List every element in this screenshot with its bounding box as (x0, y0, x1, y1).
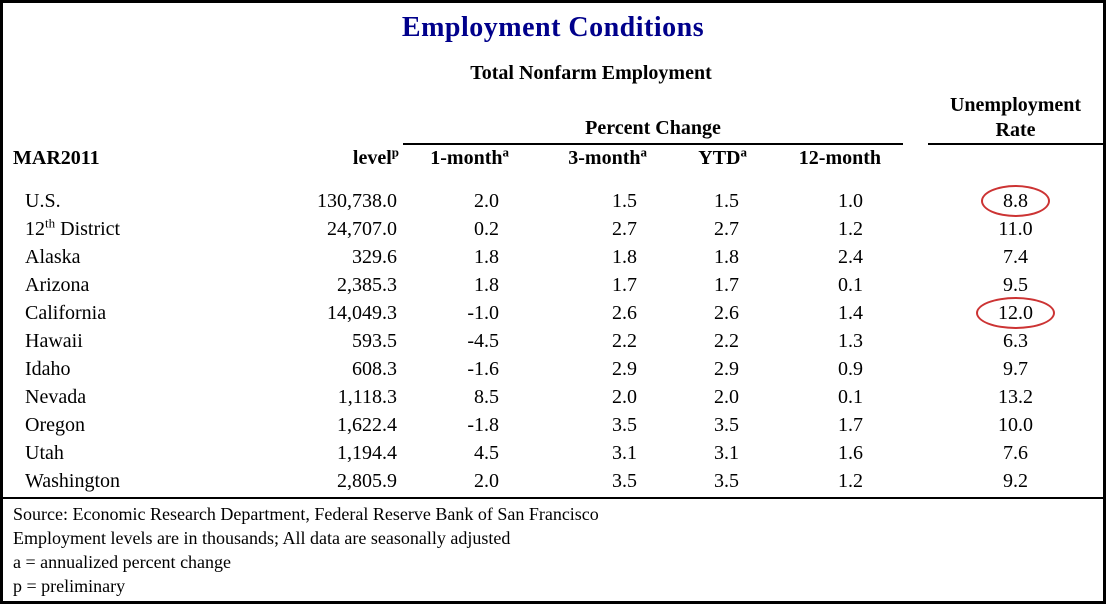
footnote-a: a = annualized percent change (13, 552, 232, 572)
three-month-cell: 2.9 (612, 358, 637, 380)
level-cell: 14,049.3 (327, 302, 397, 324)
twelve-month-cell: 1.3 (838, 330, 864, 352)
page-title: Employment Conditions (401, 12, 705, 43)
three-month-cell: 3.1 (612, 442, 637, 464)
unemployment-rate-cell (928, 243, 1103, 271)
one-month-column-header (403, 144, 515, 174)
ytd-column-header (655, 144, 755, 174)
row-label-cell (3, 355, 243, 383)
three-month-cell: 1.7 (612, 274, 637, 296)
table-row (3, 355, 1103, 383)
gap-cell (903, 271, 928, 299)
twelve-month-cell: 1.4 (838, 302, 864, 324)
group-header-spacer (903, 86, 928, 144)
twelve-month-column-header: 12-month (798, 147, 882, 169)
row-label: Washington (25, 470, 121, 492)
three-month-column-header (515, 144, 655, 174)
level-cell: 608.3 (352, 358, 397, 380)
row-label: California (25, 302, 107, 324)
one-month-cell: -1.8 (467, 414, 499, 436)
twelve-month-cell: 1.7 (838, 414, 864, 436)
unemployment-rate-cell (928, 299, 1103, 327)
level-cell: 1,622.4 (337, 414, 397, 436)
unemployment-rate-label-line1: Unemployment (949, 94, 1082, 116)
gap-cell (903, 411, 928, 439)
row-label: Oregon (25, 414, 85, 436)
unemployment-rate-value: 9.2 (1003, 470, 1029, 492)
twelve-month-cell: 1.2 (838, 218, 864, 240)
ytd-cell: 3.5 (714, 414, 739, 436)
column-header-row (3, 144, 1103, 174)
ytd-header-footnote-mark: a (740, 144, 747, 160)
employment-table (3, 86, 1103, 495)
footnote-p: p = preliminary (13, 576, 126, 596)
ytd-cell: 2.6 (714, 302, 739, 324)
ytd-cell: 3.5 (714, 470, 739, 492)
unemployment-rate-value: 9.7 (1003, 358, 1029, 380)
one-month-cell: -4.5 (467, 330, 499, 352)
gap-cell (903, 439, 928, 467)
one-month-cell: 2.0 (474, 190, 499, 212)
twelve-month-cell: 1.2 (838, 470, 864, 492)
unemployment-rate-value: 7.6 (1003, 442, 1029, 464)
level-cell: 2,805.9 (337, 470, 397, 492)
unemployment-rate-value: 12.0 (976, 297, 1055, 329)
row-label: Utah (25, 442, 64, 464)
twelve-month-cell: 0.1 (838, 386, 864, 408)
gap-cell (903, 467, 928, 495)
unemployment-rate-cell (928, 174, 1103, 215)
table-head (3, 86, 1103, 174)
row-label: Idaho (25, 358, 71, 380)
unemployment-rate-value: 10.0 (998, 414, 1034, 436)
gap-cell (903, 243, 928, 271)
footnotes (3, 499, 1103, 598)
unemployment-rate-label-line2: Rate (995, 119, 1036, 141)
period-header: MAR2011 (13, 147, 100, 169)
row-label-cell (3, 467, 243, 495)
three-month-cell: 2.0 (612, 386, 637, 408)
twelve-month-cell: 1.0 (838, 190, 864, 212)
level-header-text: level (352, 147, 392, 169)
column-header-spacer (928, 144, 1103, 174)
unemployment-rate-cell (928, 439, 1103, 467)
one-month-cell: -1.0 (467, 302, 499, 324)
row-label: 12 (25, 218, 45, 240)
group-header-row (3, 86, 1103, 144)
gap-cell (903, 174, 928, 215)
three-month-cell: 2.2 (612, 330, 637, 352)
three-month-cell: 2.6 (612, 302, 637, 324)
row-label-cell (3, 439, 243, 467)
gap-cell (903, 215, 928, 243)
table-row (3, 174, 1103, 215)
footnote-units: Employment levels are in thousands; All data are seasonally adjusted (13, 528, 511, 548)
unemployment-rate-group-header (928, 86, 1103, 144)
one-month-cell: 4.5 (474, 442, 499, 464)
group-header-spacer (3, 86, 243, 144)
row-label-cell (3, 243, 243, 271)
twelve-month-cell: 0.1 (838, 274, 864, 296)
unemployment-rate-value: 13.2 (998, 386, 1034, 408)
table-row (3, 383, 1103, 411)
footnote-source: Source: Economic Research Department, Federal Reserve Bank of San Francisco (13, 504, 599, 524)
gap-cell (903, 327, 928, 355)
unemployment-rate-value: 7.4 (1003, 246, 1029, 268)
row-label: Hawaii (25, 330, 83, 352)
three-month-header-footnote-mark: a (640, 144, 647, 160)
table-row (3, 215, 1103, 243)
level-cell: 1,118.3 (337, 386, 397, 408)
gap-cell (903, 299, 928, 327)
row-label: Arizona (25, 274, 90, 296)
unemployment-rate-cell (928, 383, 1103, 411)
unemployment-rate-value: 6.3 (1003, 330, 1029, 352)
one-month-cell: 8.5 (474, 386, 499, 408)
gap-cell (903, 355, 928, 383)
table-body (3, 174, 1103, 495)
three-month-cell: 3.5 (612, 470, 637, 492)
unemployment-rate-cell (928, 411, 1103, 439)
row-label-cell (3, 411, 243, 439)
table-row (3, 271, 1103, 299)
level-cell: 130,738.0 (317, 190, 397, 212)
twelve-month-cell: 0.9 (838, 358, 864, 380)
ytd-cell: 1.5 (714, 190, 739, 212)
row-label-cell (3, 327, 243, 355)
unemployment-rate-cell (928, 467, 1103, 495)
ytd-cell: 2.2 (714, 330, 739, 352)
level-cell: 24,707.0 (327, 218, 397, 240)
row-label: Alaska (25, 246, 81, 268)
level-cell: 329.6 (352, 246, 397, 268)
unemployment-rate-cell (928, 327, 1103, 355)
level-column-header (243, 144, 403, 174)
row-label-cell (3, 271, 243, 299)
percent-change-group-header: Percent Change (403, 86, 903, 144)
ytd-cell: 1.7 (714, 274, 739, 296)
three-month-cell: 3.5 (612, 414, 637, 436)
one-month-cell: -1.6 (467, 358, 499, 380)
unemployment-rate-cell (928, 271, 1103, 299)
row-label-superscript: th (45, 215, 56, 231)
level-cell: 2,385.3 (337, 274, 397, 296)
unemployment-rate-value: 8.8 (981, 185, 1050, 217)
one-month-cell: 0.2 (474, 218, 499, 240)
ytd-cell: 2.7 (714, 218, 739, 240)
level-cell: 1,194.4 (337, 442, 397, 464)
three-month-cell: 2.7 (612, 218, 637, 240)
table-subtitle: Total Nonfarm Employment (470, 62, 712, 84)
group-header-spacer (243, 86, 403, 144)
table-row (3, 411, 1103, 439)
table-row (3, 299, 1103, 327)
table-row (3, 327, 1103, 355)
level-header-footnote-mark: p (391, 144, 399, 160)
one-month-cell: 1.8 (474, 246, 499, 268)
three-month-cell: 1.8 (612, 246, 637, 268)
row-label: U.S. (25, 190, 61, 212)
one-month-header-footnote-mark: a (502, 144, 509, 160)
gap-cell (903, 383, 928, 411)
ytd-cell: 2.9 (714, 358, 739, 380)
one-month-cell: 1.8 (474, 274, 499, 296)
twelve-month-cell: 2.4 (838, 246, 864, 268)
row-label: Nevada (25, 386, 87, 408)
three-month-cell: 1.5 (612, 190, 637, 212)
unemployment-rate-value: 11.0 (998, 218, 1033, 240)
unemployment-rate-cell (928, 355, 1103, 383)
level-cell: 593.5 (352, 330, 397, 352)
ytd-header-text: YTD (698, 147, 741, 169)
row-label-cell (3, 299, 243, 327)
column-header-spacer (903, 144, 928, 174)
table-row (3, 467, 1103, 495)
unemployment-rate-cell (928, 215, 1103, 243)
ytd-cell: 1.8 (714, 246, 739, 268)
ytd-cell: 2.0 (714, 386, 739, 408)
row-label-cell (3, 174, 243, 215)
one-month-header-text: 1-month (430, 147, 503, 169)
table-row (3, 243, 1103, 271)
one-month-cell: 2.0 (474, 470, 499, 492)
three-month-header-text: 3-month (568, 147, 641, 169)
ytd-cell: 3.1 (714, 442, 739, 464)
unemployment-rate-value: 9.5 (1003, 274, 1029, 296)
row-label-rest: District (55, 218, 121, 240)
row-label-cell (3, 383, 243, 411)
table-row (3, 439, 1103, 467)
row-label-cell (3, 215, 243, 243)
twelve-month-cell: 1.6 (838, 442, 864, 464)
